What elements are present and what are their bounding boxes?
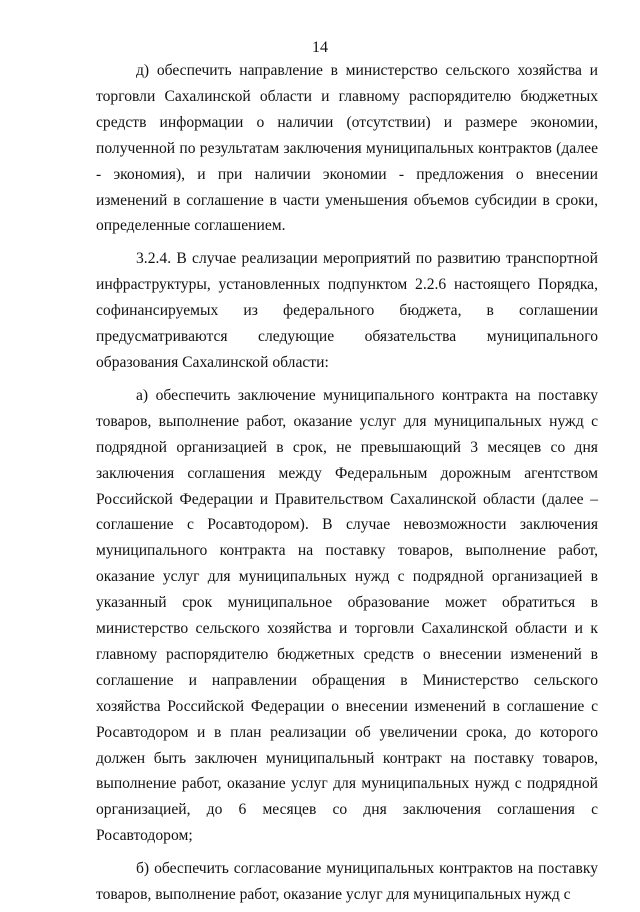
paragraph-b-contract-approval: б) обеспечить согласование муниципальных контрактов на поставку товаров, выполнение работ, оказание услуг для муниципальных нужд с <box>96 860 598 904</box>
paragraph-d-savings-report: д) обеспечить направление в министерство сельского хозяйства и торговли Сахалинской области и главному распорядителю бюджетных средств информации о наличии (отсутствии) и размере экономии, полученной по результатам заключения муниципальных контрактов (далее - экономия), и при наличии экономии - предложения о внесении изменений в соглашение в части уменьшения объемов субсидии в сроки, определенные соглашением. <box>96 62 598 235</box>
paragraph-3-2-4-transport-infrastructure: 3.2.4. В случае реализации мероприятий по развитию транспортной инфраструктуры, установленных подпунктом 2.2.6 настоящего Порядка, софинансируемых из федерального бюджета, в соглашении предусматриваются следующие обязательства муниципального образования Сахалинской области: <box>96 250 598 371</box>
page-number: 14 <box>312 39 328 56</box>
document-body <box>96 58 598 908</box>
paragraph-a-municipal-contract: а) обеспечить заключение муниципального контракта на поставку товаров, выполнение работ, оказание услуг для муниципальных нужд с подрядной организацией в срок, не превышающий 3 месяцев со дня заключения соглашения между Федеральным дорожным агентством Российской Федерации и Правительством Сахалинской области (далее – соглашение с Росавтодором). В случае невозможности заключения муниципального контракта на поставку товаров, выполнение работ, оказание услуг для муниципальных нужд с подрядной организацией в указанный срок муниципальное образование может обратиться в министерство сельского хозяйства и торговли Сахалинской области и к главному распорядителю бюджетных средств о внесении изменений в соглашение и направлении обращения в Министерство сельского хозяйства Российской Федерации о внесении изменений в соглашение с Росавтодором и в план реализации об увеличении срока, до которого должен быть заключен муниципальный контракт на поставку товаров, выполнение работ, оказание услуг для муниципальных нужд с подрядной организацией, до 6 месяцев со дня заключения соглашения с Росавтодором; <box>96 386 598 845</box>
